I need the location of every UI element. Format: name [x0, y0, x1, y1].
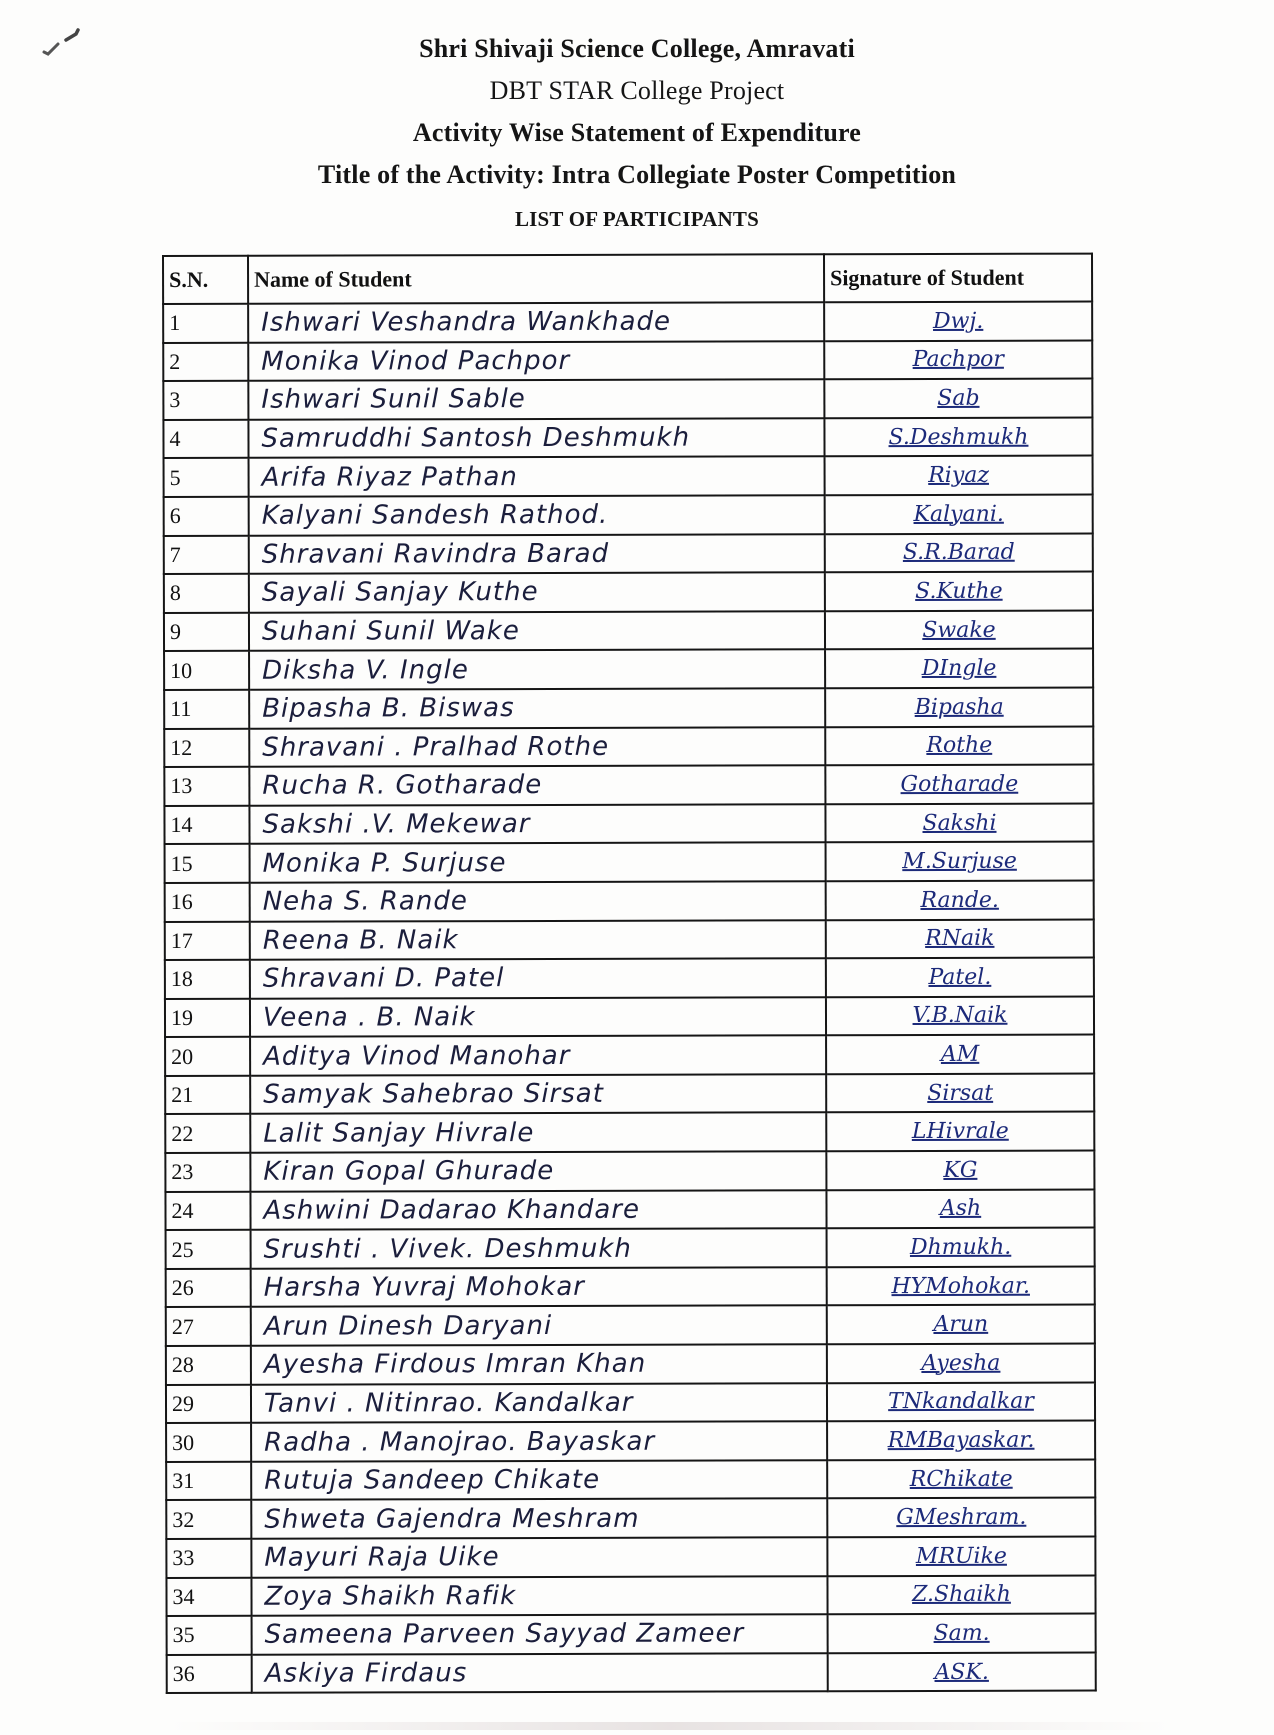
- serial-number: 22: [165, 1114, 250, 1153]
- serial-number: 13: [164, 767, 249, 806]
- table-row: [166, 1498, 1095, 1539]
- student-signature: Sakshi: [922, 810, 997, 836]
- student-name: Shweta Gajendra Meshram: [251, 1499, 827, 1539]
- serial-number: 35: [167, 1616, 252, 1655]
- column-header-sn: S.N.: [163, 256, 248, 304]
- institution-title: Shri Shivaji Science College, Amravati: [419, 34, 855, 63]
- table-row: [164, 649, 1093, 690]
- table-row: [166, 1537, 1095, 1578]
- student-name: Rucha R. Gotharade: [249, 765, 825, 805]
- table-row: [164, 610, 1093, 651]
- student-signature: S.Deshmukh: [888, 424, 1029, 450]
- student-signature: Riyaz: [928, 463, 989, 489]
- serial-number: 1: [163, 304, 248, 343]
- student-signature: Dhmukh.: [909, 1234, 1012, 1261]
- student-signature: HYMohokar.: [891, 1273, 1030, 1299]
- student-name: Monika Vinod Pachpor: [248, 341, 824, 381]
- serial-number: 12: [164, 728, 249, 767]
- serial-number: 2: [163, 342, 248, 381]
- table-row: [166, 1382, 1095, 1423]
- table-row: [165, 919, 1094, 960]
- student-name: Samyak Sahebrao Sirsat: [250, 1074, 826, 1114]
- table-row: [165, 958, 1094, 999]
- student-name: Monika P. Surjuse: [250, 843, 826, 883]
- student-name: Zoya Shaikh Rafik: [251, 1576, 827, 1616]
- column-header-signature: Signature of Student: [824, 254, 1092, 303]
- table-row: [163, 417, 1092, 458]
- serial-number: 34: [166, 1577, 251, 1616]
- student-signature-cell: [826, 1035, 1094, 1074]
- participants-table: [162, 253, 1097, 1695]
- student-name: Kiran Gopal Ghurade: [250, 1151, 826, 1191]
- student-name: Bipasha B. Biswas: [249, 688, 825, 728]
- student-signature-cell: [824, 379, 1092, 418]
- student-name: Sayali Sanjay Kuthe: [249, 572, 825, 612]
- student-signature-cell: [825, 495, 1093, 534]
- serial-number: 15: [165, 844, 250, 883]
- table-row: [166, 1305, 1095, 1346]
- serial-number: 30: [166, 1423, 251, 1462]
- student-signature-cell: [827, 1382, 1095, 1421]
- serial-number: 28: [166, 1346, 251, 1385]
- student-signature-cell: [824, 302, 1092, 341]
- table-row: [166, 1228, 1095, 1269]
- serial-number: 27: [166, 1307, 251, 1346]
- table-row: [167, 1652, 1096, 1693]
- student-signature-cell: [827, 1459, 1095, 1498]
- student-signature: TNkandalkar: [888, 1389, 1034, 1415]
- student-name: Rutuja Sandeep Chikate: [251, 1460, 827, 1500]
- table-row: [167, 1614, 1096, 1655]
- student-signature: GMeshram.: [896, 1504, 1027, 1531]
- table-row: [165, 1189, 1094, 1230]
- student-signature: Swake: [922, 617, 996, 643]
- student-signature: AM: [940, 1041, 980, 1068]
- student-signature-cell: [827, 1344, 1095, 1383]
- student-name: Radha . Manojrao. Bayaskar: [251, 1421, 827, 1461]
- student-signature: Kalyani.: [913, 501, 1004, 527]
- serial-number: 17: [165, 921, 250, 960]
- table-row: [165, 880, 1094, 921]
- student-name: Askiya Firdaus: [252, 1653, 828, 1693]
- table-row: [166, 1266, 1095, 1307]
- student-signature: RMBayaskar.: [887, 1427, 1035, 1454]
- serial-number: 25: [166, 1230, 251, 1269]
- student-signature-cell: [825, 533, 1093, 572]
- student-name: Neha S. Rande: [250, 881, 826, 921]
- serial-number: 14: [164, 805, 249, 844]
- student-signature-cell: [827, 1421, 1095, 1460]
- student-name: Srushti . Vivek. Deshmukh: [251, 1229, 827, 1269]
- serial-number: 11: [164, 690, 249, 729]
- serial-number: 21: [165, 1076, 250, 1115]
- student-signature: Bipasha: [914, 694, 1004, 720]
- student-signature-cell: [825, 803, 1093, 842]
- student-signature: MRUike: [915, 1543, 1007, 1569]
- student-signature-cell: [827, 1537, 1095, 1576]
- student-signature: S.R.Barad: [902, 540, 1015, 566]
- table-row: [165, 996, 1094, 1037]
- table-row: [165, 1151, 1094, 1192]
- student-name: Sameena Parveen Sayyad Zameer: [252, 1614, 828, 1654]
- student-name: Mayuri Raja Uike: [251, 1537, 827, 1577]
- student-name: Shravani Ravindra Barad: [249, 534, 825, 574]
- table-row: [164, 533, 1093, 574]
- serial-number: 5: [164, 458, 249, 497]
- student-name: Harsha Yuvraj Mohokar: [251, 1267, 827, 1307]
- student-name: Veena . B. Naik: [250, 997, 826, 1037]
- table-row: [166, 1459, 1095, 1500]
- student-signature: Arun: [933, 1312, 989, 1338]
- table-row: [164, 688, 1093, 729]
- table-row: [164, 726, 1093, 767]
- student-signature: Sab: [937, 385, 980, 411]
- student-signature: V.B.Naik: [912, 1003, 1008, 1029]
- student-signature-cell: [827, 1266, 1095, 1305]
- student-signature-cell: [825, 572, 1093, 611]
- serial-number: 3: [163, 381, 248, 420]
- student-signature-cell: [826, 880, 1094, 919]
- serial-number: 31: [166, 1462, 251, 1501]
- student-signature: Patel.: [928, 964, 992, 990]
- student-name: Diksha V. Ingle: [249, 650, 825, 690]
- table-row: [164, 495, 1093, 536]
- student-name: Ishwari Sunil Sable: [248, 379, 824, 419]
- student-signature-cell: [824, 417, 1092, 456]
- serial-number: 32: [166, 1500, 251, 1539]
- student-signature: Dwj.: [932, 308, 984, 334]
- student-name: Samruddhi Santosh Deshmukh: [248, 418, 824, 458]
- serial-number: 8: [164, 574, 249, 613]
- student-name: Aditya Vinod Manohar: [250, 1036, 826, 1076]
- table-header-row: [163, 254, 1092, 304]
- student-signature-cell: [827, 1228, 1095, 1267]
- serial-number: 36: [167, 1655, 252, 1694]
- serial-number: 10: [164, 651, 249, 690]
- serial-number: 20: [165, 1037, 250, 1076]
- serial-number: 4: [163, 420, 248, 459]
- table-row: [164, 456, 1093, 497]
- table-row: [163, 340, 1092, 381]
- student-name: Arun Dinesh Daryani: [251, 1306, 827, 1346]
- student-signature: S.Kuthe: [915, 578, 1003, 604]
- column-header-name: Name of Student: [248, 254, 824, 304]
- student-signature: Sirsat: [927, 1080, 994, 1106]
- serial-number: 16: [165, 883, 250, 922]
- student-signature: Pachpor: [912, 347, 1004, 373]
- student-name: Ashwini Dadarao Khandare: [250, 1190, 826, 1230]
- student-signature-cell: [825, 726, 1093, 765]
- student-signature-cell: [825, 765, 1093, 804]
- table-row: [165, 1073, 1094, 1114]
- table-row: [163, 302, 1092, 343]
- list-title: LIST OF PARTICIPANTS: [514, 207, 760, 231]
- student-signature-cell: [826, 1112, 1094, 1151]
- table-row: [166, 1344, 1095, 1385]
- student-name: Lalit Sanjay Hivrale: [250, 1113, 826, 1153]
- student-signature: DIngle: [921, 655, 997, 682]
- statement-title: Activity Wise Statement of Expenditure: [412, 118, 862, 147]
- table-row: [166, 1575, 1095, 1616]
- student-signature-cell: [826, 1189, 1094, 1228]
- student-signature-cell: [828, 1652, 1096, 1691]
- student-signature: ASK.: [934, 1659, 989, 1685]
- student-name: Suhani Sunil Wake: [249, 611, 825, 651]
- table-row: [166, 1421, 1095, 1462]
- table-row: [165, 842, 1094, 883]
- student-signature: Gotharade: [900, 771, 1019, 797]
- student-name: Sakshi .V. Mekewar: [249, 804, 825, 844]
- student-name: Kalyani Sandesh Rathod.: [249, 495, 825, 535]
- student-signature-cell: [826, 919, 1094, 958]
- table-row: [165, 1112, 1094, 1153]
- student-signature-cell: [826, 996, 1094, 1035]
- student-signature: LHivrale: [911, 1119, 1009, 1145]
- table-row: [163, 379, 1092, 420]
- table-row: [164, 572, 1093, 613]
- student-name: Shravani . Pralhad Rothe: [249, 727, 825, 767]
- page-edge-shadow: [170, 1722, 1170, 1730]
- student-signature: Ayesha: [921, 1350, 1001, 1376]
- student-name: Arifa Riyaz Pathan: [249, 457, 825, 497]
- serial-number: 7: [164, 535, 249, 574]
- student-name: Reena B. Naik: [250, 920, 826, 960]
- student-signature-cell: [824, 340, 1092, 379]
- table-row: [164, 803, 1093, 844]
- student-signature-cell: [825, 610, 1093, 649]
- student-signature-cell: [828, 1614, 1096, 1653]
- table-row: [165, 1035, 1094, 1076]
- student-signature-cell: [827, 1498, 1095, 1537]
- student-name: Ayesha Firdous Imran Khan: [251, 1344, 827, 1384]
- student-signature-cell: [827, 1305, 1095, 1344]
- student-signature-cell: [826, 958, 1094, 997]
- student-signature-cell: [825, 456, 1093, 495]
- student-name: Ishwari Veshandra Wankhade: [248, 302, 824, 342]
- student-signature-cell: [826, 842, 1094, 881]
- serial-number: 33: [166, 1539, 251, 1578]
- student-signature: M.Surjuse: [902, 848, 1017, 875]
- student-signature: KG: [943, 1157, 978, 1183]
- serial-number: 6: [164, 497, 249, 536]
- serial-number: 9: [164, 613, 249, 652]
- student-name: Tanvi . Nitinrao. Kandalkar: [251, 1383, 827, 1423]
- project-title: DBT STAR College Project: [489, 76, 785, 105]
- student-signature-cell: [826, 1151, 1094, 1190]
- activity-title: Title of the Activity: Intra Collegiate Poster Competition: [317, 160, 957, 189]
- student-signature-cell: [825, 688, 1093, 727]
- serial-number: 29: [166, 1384, 251, 1423]
- serial-number: 24: [165, 1191, 250, 1230]
- student-signature-cell: [827, 1575, 1095, 1614]
- student-signature-cell: [826, 1073, 1094, 1112]
- serial-number: 18: [165, 960, 250, 999]
- student-signature: Ash: [939, 1196, 982, 1222]
- student-signature: RChikate: [909, 1466, 1013, 1492]
- student-signature: RNaik: [925, 926, 995, 952]
- student-signature: Sam.: [933, 1620, 990, 1646]
- serial-number: 19: [165, 998, 250, 1037]
- student-name: Shravani D. Patel: [250, 958, 826, 998]
- student-signature: Rothe: [926, 733, 993, 759]
- table-row: [164, 765, 1093, 806]
- student-signature: Z.Shaikh: [912, 1582, 1011, 1608]
- student-signature-cell: [825, 649, 1093, 688]
- serial-number: 23: [165, 1153, 250, 1192]
- serial-number: 26: [166, 1269, 251, 1308]
- student-signature: Rande.: [920, 887, 999, 913]
